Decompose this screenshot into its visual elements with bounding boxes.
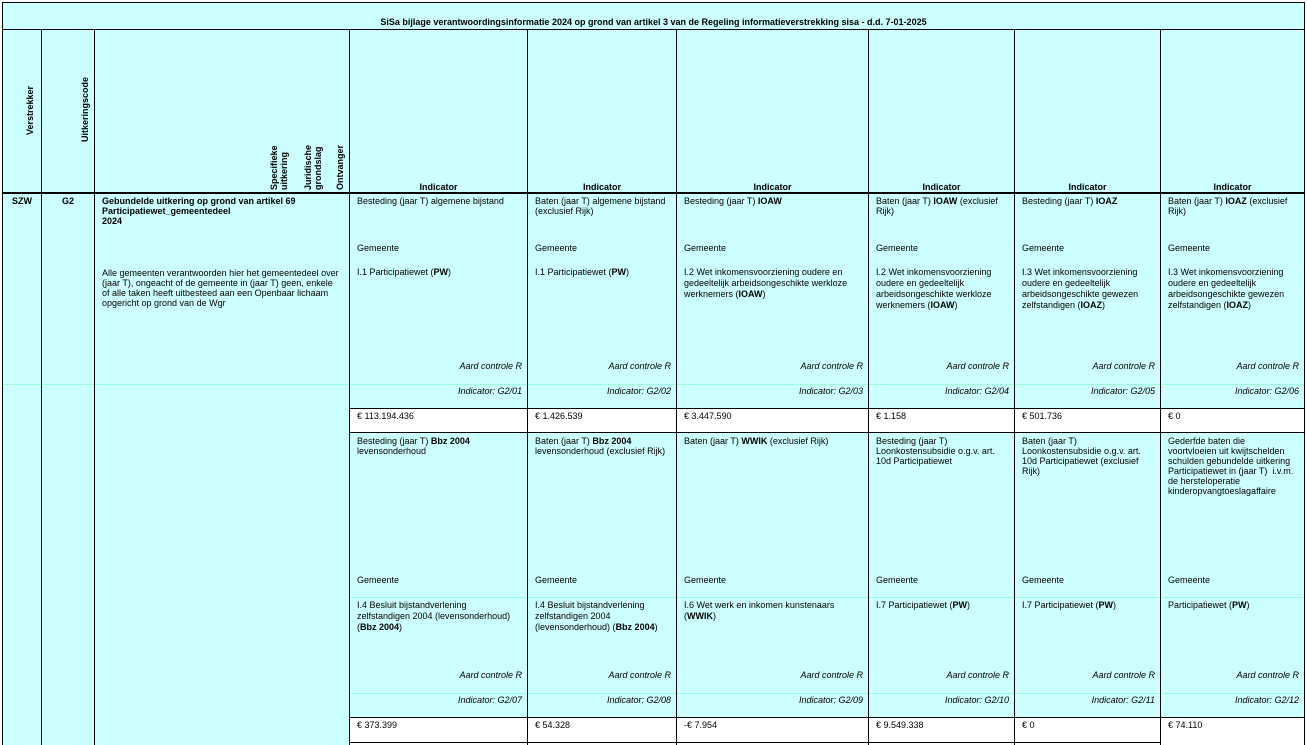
indicator-description-line xyxy=(1168,456,1290,466)
indicator-description: Besteding (jaar T) IOAW xyxy=(684,196,782,206)
juridische-grondslag-line: oudere en gedeeltelijk xyxy=(876,278,965,288)
indicator-code: Indicator: G2/06 xyxy=(1234,386,1299,396)
text-segment: Rijk) xyxy=(1022,466,1040,476)
text-segment: Gederfde baten die xyxy=(1168,436,1246,446)
grid-line xyxy=(1304,2,1305,745)
juridische-grondslag-line: oudere en gedeeltelijk xyxy=(1168,278,1257,288)
indicator-description-line xyxy=(357,436,470,446)
text-segment: I.6 Wet werk en inkomen kunstenaars xyxy=(684,600,835,610)
text-segment: levensonderhoud (exclusief Rijk) xyxy=(535,446,666,456)
indicator-code: Indicator: G2/02 xyxy=(606,386,671,396)
indicator-description-line xyxy=(535,446,665,456)
uitkeringscode-value: G2 xyxy=(61,196,74,206)
text-segment: 10d Participatiewet xyxy=(876,456,953,466)
regeling-title-1: Gebundelde uitkering op grond van artikel 69 xyxy=(102,196,296,206)
page-title: SiSa bijlage verantwoordingsinformatie 2024 op grond van artikel 3 van de Regeling informatieverstrekking sisa - d.d. 7-01-2025 xyxy=(380,17,927,27)
bold-term: WWIK xyxy=(687,611,713,621)
indicator-header-4: Indicator xyxy=(922,182,961,192)
text-segment: voortvloeien uit kwijtschelden xyxy=(1168,446,1285,456)
header-uitkering: uitkering xyxy=(279,151,289,190)
juridische-grondslag-line: arbeidsongeschikte gewezen xyxy=(1168,289,1285,299)
text-segment: schulden gebundelde uitkering xyxy=(1168,456,1291,466)
juridische-grondslag-line xyxy=(684,600,834,610)
indicator-code: Indicator: G2/01 xyxy=(457,386,522,396)
juridische-grondslag-line: zelfstandigen (IOAZ) xyxy=(1022,300,1106,310)
indicator-description-line xyxy=(1168,486,1276,496)
text-segment: Participatiewet in (jaar T) i.v.m. xyxy=(1168,466,1294,476)
indicator-description-line xyxy=(684,436,828,446)
indicator-value: € 54.328 xyxy=(535,720,571,730)
indicator-description: Besteding (jaar T) algemene bijstand xyxy=(357,196,504,206)
grid-line xyxy=(868,29,869,745)
ontvanger-value: Gemeente xyxy=(684,575,727,585)
juridische-grondslag-line: arbeidsongeschikte werkloze xyxy=(876,289,992,299)
text-segment: de hersteloperatie xyxy=(1168,476,1241,486)
grid-line xyxy=(41,29,42,745)
aard-controle: Aard controle R xyxy=(1236,670,1299,680)
juridische-grondslag-line xyxy=(535,611,611,621)
indicator-code: Indicator: G2/09 xyxy=(798,695,863,705)
indicator-code: Indicator: G2/10 xyxy=(944,695,1009,705)
indicator-value: € 9.549.338 xyxy=(876,720,924,730)
grid-line xyxy=(2,29,1305,30)
indicator-header-1: Indicator xyxy=(419,182,458,192)
text-segment: (levensonderhoud) ( xyxy=(535,622,616,632)
juridische-grondslag-line: I.1 Participatiewet (PW) xyxy=(535,267,630,277)
juridische-grondslag-line: I.3 Wet inkomensvoorziening xyxy=(1022,267,1138,277)
indicator-value: € 3.447.590 xyxy=(684,411,732,421)
text-segment: I.7 Participatiewet ( xyxy=(876,600,953,610)
grid-line xyxy=(349,29,350,745)
juridische-grondslag-line xyxy=(357,622,402,632)
juridische-grondslag-line xyxy=(1168,600,1250,610)
grid-line xyxy=(94,29,95,745)
header-grondslag: grondslag xyxy=(313,146,323,190)
text-segment: zelfstandigen 2004 (levensonderhoud) xyxy=(357,611,511,621)
indicator-description-line xyxy=(876,436,947,446)
text-segment: ) xyxy=(654,622,658,632)
juridische-grondslag-line: werknemers (IOAW) xyxy=(876,300,958,310)
juridische-grondslag-line: I.2 Wet inkomensvoorziening xyxy=(876,267,992,277)
text-segment: zelfstandigen 2004 xyxy=(535,611,611,621)
ontvanger-value: Gemeente xyxy=(876,575,919,585)
indicator-description: Baten (jaar T) algemene bijstand (exclusief Rijk) xyxy=(535,196,666,216)
juridische-grondslag-line xyxy=(1022,600,1116,610)
grid-line xyxy=(2,2,3,745)
ontvanger-value: Gemeente xyxy=(684,243,727,253)
indicator-header-2: Indicator xyxy=(582,182,621,192)
indicator-description-line xyxy=(1022,446,1141,456)
juridische-grondslag-line: arbeidsongeschikte gewezen xyxy=(1022,289,1139,299)
indicator-description-line xyxy=(1022,436,1077,446)
text-segment: ) xyxy=(1113,600,1117,610)
grid-line xyxy=(349,432,1305,433)
header-verstrekker: Verstrekker xyxy=(25,85,35,135)
juridische-grondslag-line xyxy=(684,611,716,621)
aard-controle: Aard controle R xyxy=(459,361,522,371)
juridische-grondslag-line: I.1 Participatiewet (PW) xyxy=(357,267,452,277)
indicator-value: € 0 xyxy=(1168,411,1181,421)
indicator-description: Baten (jaar T) IOAZ (exclusief Rijk) xyxy=(1168,196,1288,216)
indicator-description-line xyxy=(535,436,631,446)
indicator-description-line xyxy=(1168,466,1293,476)
grid-line xyxy=(676,29,677,745)
aard-controle: Aard controle R xyxy=(800,361,863,371)
bold-term: Bbz 2004 xyxy=(592,436,632,446)
bold-term: PW xyxy=(1098,600,1114,610)
juridische-grondslag-line xyxy=(876,600,970,610)
regeling-title-2: Participatiewet_gemeentedeel xyxy=(102,206,231,216)
regeling-title-3: 2024 xyxy=(102,216,123,226)
text-segment: Loonkostensubsidie o.g.v. art. xyxy=(1022,446,1141,456)
indicator-value: € 501.736 xyxy=(1022,411,1063,421)
indicator-code: Indicator: G2/07 xyxy=(457,695,522,705)
juridische-grondslag-line xyxy=(357,611,510,621)
header-uitkeringscode: Uitkeringscode xyxy=(80,76,90,142)
ontvanger-value: Gemeente xyxy=(1168,243,1211,253)
grid-line xyxy=(2,192,1305,194)
juridische-grondslag-line: gedeeltelijk arbeidsongeschikte werkloze xyxy=(684,278,848,288)
indicator-code: Indicator: G2/04 xyxy=(944,386,1009,396)
text-segment: ) xyxy=(713,611,716,621)
indicator-value: € 373.399 xyxy=(357,720,398,730)
indicator-cell-3 xyxy=(677,193,868,409)
text-segment: Besteding (jaar T) xyxy=(876,436,948,446)
aard-controle: Aard controle R xyxy=(946,670,1009,680)
aard-controle: Aard controle R xyxy=(946,361,1009,371)
bold-term: PW xyxy=(952,600,968,610)
ontvanger-value: Gemeente xyxy=(535,575,578,585)
juridische-grondslag-line: I.3 Wet inkomensvoorziening xyxy=(1168,267,1284,277)
indicator-description: Baten (jaar T) IOAW (exclusief Rijk) xyxy=(876,196,998,216)
text-segment: 10d Participatiewet (exclusief xyxy=(1022,456,1139,466)
row-divider xyxy=(3,384,1305,385)
indicator-description-line xyxy=(1168,436,1245,446)
text-segment: (exclusief Rijk) xyxy=(767,436,829,446)
indicator-code: Indicator: G2/03 xyxy=(798,386,863,396)
text-segment: Baten (jaar T) xyxy=(684,436,742,446)
ontvanger-value: Gemeente xyxy=(1168,575,1211,585)
verstrekker-value: SZW xyxy=(12,196,32,206)
indicator-value: € 74.110 xyxy=(1168,720,1203,730)
indicator-description-line xyxy=(876,456,952,466)
indicator-header-3: Indicator xyxy=(753,182,792,192)
ontvanger-value: Gemeente xyxy=(357,575,400,585)
indicator-description-line xyxy=(1022,456,1139,466)
text-segment: Participatiewet ( xyxy=(1168,600,1233,610)
indicator-code: Indicator: G2/05 xyxy=(1090,386,1155,396)
row-divider xyxy=(349,597,1305,598)
aard-controle: Aard controle R xyxy=(608,361,671,371)
ontvanger-value: Gemeente xyxy=(357,243,400,253)
text-segment: I.4 Besluit bijstandverlening xyxy=(535,600,645,610)
ontvanger-value: Gemeente xyxy=(1022,243,1065,253)
juridische-grondslag-line: zelfstandigen (IOAZ) xyxy=(1168,300,1252,310)
indicator-description-line xyxy=(1168,446,1285,456)
ontvanger-value: Gemeente xyxy=(876,243,919,253)
text-segment: ( xyxy=(684,611,687,621)
juridische-grondslag-line: I.2 Wet inkomensvoorziening oudere en xyxy=(684,267,843,277)
indicator-value: € 0 xyxy=(1022,720,1035,730)
indicator-value: € 1.426.539 xyxy=(535,411,583,421)
aard-controle: Aard controle R xyxy=(1092,361,1155,371)
indicator-value: € 113.194.436 xyxy=(357,411,414,421)
text-segment: ) xyxy=(399,622,403,632)
text-segment: ) xyxy=(1246,600,1250,610)
grid-line xyxy=(527,29,528,745)
aard-controle: Aard controle R xyxy=(459,670,522,680)
grid-line xyxy=(349,717,1305,718)
text-segment: Baten (jaar T) xyxy=(535,436,593,446)
grid-line xyxy=(349,408,1305,409)
juridische-grondslag-line: werknemers (IOAW) xyxy=(684,289,766,299)
indicator-code: Indicator: G2/12 xyxy=(1234,695,1299,705)
aard-controle: Aard controle R xyxy=(608,670,671,680)
indicator-description-line xyxy=(357,446,426,456)
aard-controle: Aard controle R xyxy=(1236,361,1299,371)
text-segment: Loonkostensubsidie o.g.v. art. xyxy=(876,446,995,456)
aard-controle: Aard controle R xyxy=(800,670,863,680)
indicator-value: € 1.158 xyxy=(876,411,907,421)
ontvanger-value: Gemeente xyxy=(1022,575,1065,585)
juridische-grondslag-line xyxy=(535,600,645,610)
indicator-code: Indicator: G2/08 xyxy=(606,695,671,705)
text-segment: Besteding (jaar T) xyxy=(357,436,431,446)
bold-term: Bbz 2004 xyxy=(360,622,400,632)
regeling-description: Alle gemeenten verantwoorden hier het gemeentedeel over (jaar T), ongeacht of de gemeente in (jaar T) geen, enkele of alle taken heeft uitbesteed aan een Openbaar lichaam opgericht op grond van de Wgr xyxy=(102,268,339,308)
header-specifieke: Specifieke xyxy=(269,145,279,190)
indicator-cell-1 xyxy=(350,193,527,409)
text-segment: levensonderhoud xyxy=(357,446,427,456)
indicator-description: Besteding (jaar T) IOAZ xyxy=(1022,196,1118,206)
indicator-header-6: Indicator xyxy=(1213,182,1252,192)
juridische-grondslag-line: oudere en gedeeltelijk xyxy=(1022,278,1111,288)
grid-line xyxy=(349,742,1161,743)
header-ontvanger: Ontvanger xyxy=(335,144,345,190)
indicator-description-line xyxy=(1168,476,1240,486)
indicator-value: -€ 7.954 xyxy=(684,720,718,730)
header-row xyxy=(3,30,1304,193)
grid-line xyxy=(1014,29,1015,745)
indicator-header-5: Indicator xyxy=(1068,182,1107,192)
bold-term: PW xyxy=(1232,600,1247,610)
indicator-code: Indicator: G2/11 xyxy=(1091,695,1155,705)
grid-line xyxy=(2,2,1305,3)
indicator-cell-2 xyxy=(528,193,676,409)
juridische-grondslag-line xyxy=(357,600,467,610)
bold-term: Bbz 2004 xyxy=(615,622,655,632)
grid-line xyxy=(1160,29,1161,745)
header-juridische: Juridische xyxy=(303,144,313,190)
row-divider xyxy=(349,693,1305,694)
aard-controle: Aard controle R xyxy=(1092,670,1155,680)
ontvanger-value: Gemeente xyxy=(535,243,578,253)
text-segment: ( xyxy=(357,622,360,632)
indicator-description-line xyxy=(876,446,995,456)
text-segment: Baten (jaar T) xyxy=(1022,436,1077,446)
juridische-grondslag-line xyxy=(535,622,658,632)
indicator-description-line xyxy=(1022,466,1040,476)
text-segment: ) xyxy=(967,600,971,610)
bold-term: Bbz 2004 xyxy=(430,436,470,446)
text-segment: I.7 Participatiewet ( xyxy=(1022,600,1099,610)
text-segment: kinderopvangtoeslagaffaire xyxy=(1168,486,1276,496)
bold-term: WWIK xyxy=(741,436,768,446)
text-segment: I.4 Besluit bijstandverlening xyxy=(357,600,467,610)
